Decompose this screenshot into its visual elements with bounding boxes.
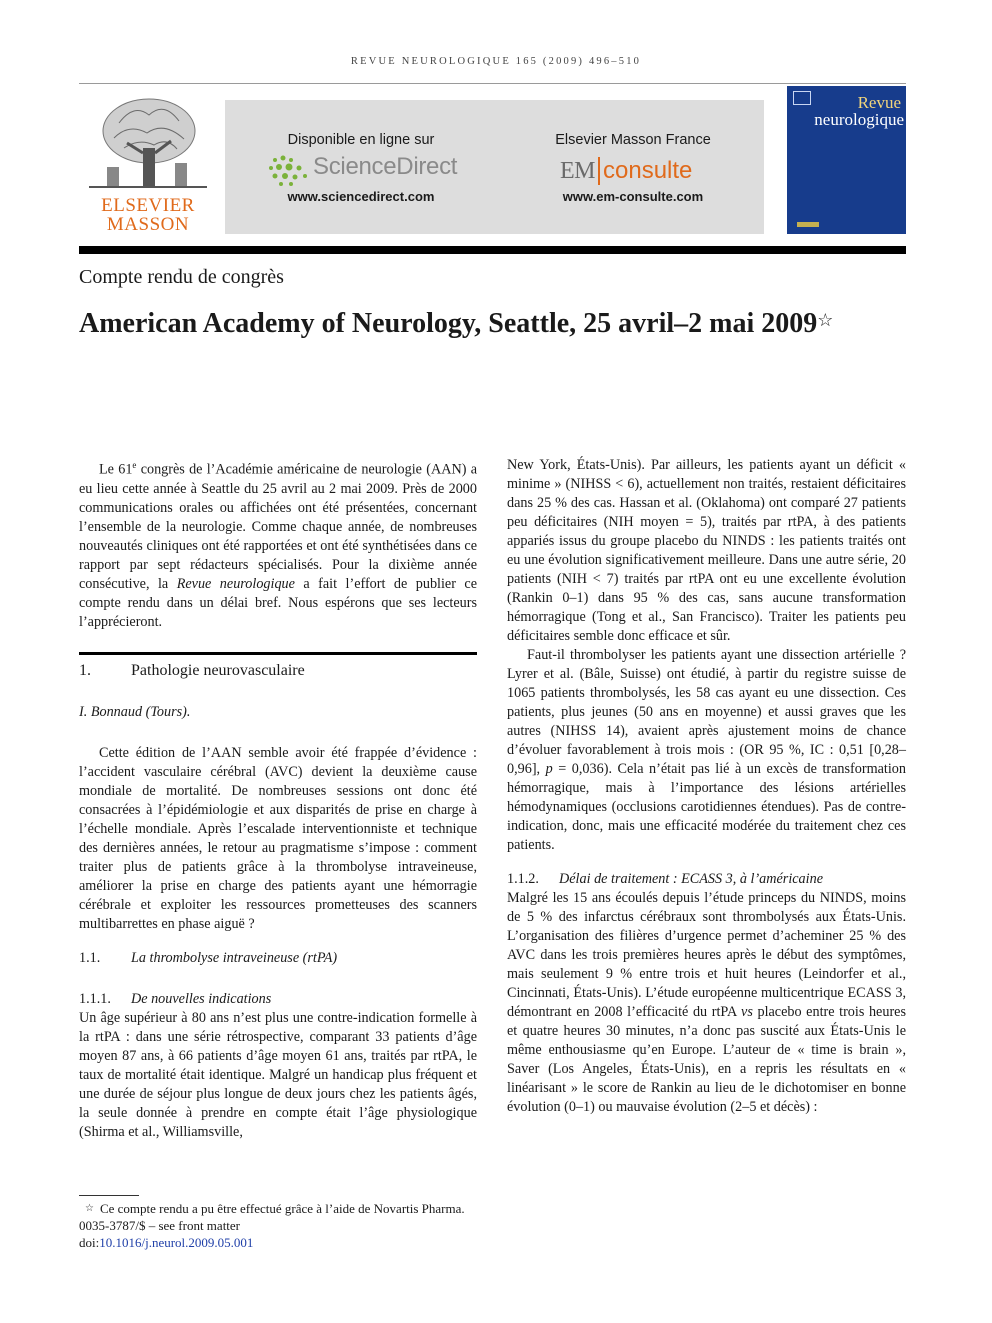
intro-text-a: Le 61	[99, 461, 133, 478]
title-block-rule	[79, 246, 906, 254]
funding-footnote	[79, 1200, 779, 1217]
issn-line: 0035-3787/$ – see front matter	[79, 1218, 241, 1233]
intro-sup: e	[132, 460, 137, 470]
right-column	[507, 456, 906, 1117]
vs-word: vs	[741, 1004, 753, 1020]
elsevier-tree-icon	[79, 93, 217, 193]
article-title	[79, 306, 879, 342]
section-number: 1.	[79, 661, 91, 679]
footnote-rule	[79, 1195, 139, 1196]
sciencedirect-url[interactable]: www.sciencedirect.com	[287, 189, 435, 204]
cover-title-revue: Revue	[857, 93, 901, 112]
online-availability-banner	[225, 100, 764, 234]
footnote-text: Ce compte rendu a pu être effectué grâce à l’aide de Novartis Pharma.	[99, 1201, 465, 1216]
available-online-label: Disponible en ligne sur	[287, 132, 435, 148]
em-logo-consulte: consulte	[603, 157, 693, 184]
cover-title-neurologique: neurologique	[814, 110, 904, 129]
masson-word: MASSON	[106, 214, 190, 235]
cover-ornament	[797, 222, 819, 227]
em-logo-em: EM	[560, 157, 595, 184]
subsection-number: 1.1.	[79, 949, 101, 966]
em-logo-divider	[598, 157, 600, 185]
article-title-text: American Academy of Neurology, Seattle, 25 avril–2 mai 2009	[79, 308, 818, 339]
article-type: Compte rendu de congrès	[79, 266, 284, 288]
footnote-mark: ☆	[85, 1203, 94, 1214]
intro-paragraph	[79, 456, 477, 632]
doi-link[interactable]: 10.1016/j.neurol.2009.05.001	[99, 1235, 254, 1250]
section-title: Pathologie neurovasculaire	[131, 661, 305, 679]
intro-text-b: congrès de l’Académie américaine de neurologie (AAN) a eu lieu cette année à Seattle du 25 avril au 2 mai 2009. Près de 2000 communications orales ou affichées ont été présentées, concernant l’ensemble de la neurologie. Comme chaque année, de nombreuses nouveautés cliniques ont été rapportées et ont été synthétisées dans ce rapport par sept rédacteurs spécialisés. Pour la dixième année consécutive, la	[79, 461, 477, 592]
subsection-title: La thrombolyse intraveineuse (rtPA)	[131, 949, 338, 966]
subsubsection-title: Délai de traitement : ECASS 3, à l’américaine	[559, 871, 823, 887]
sciencedirect-wordmark: ScienceDirect	[313, 153, 458, 180]
section-1-1-1-paragraph-part2: New York, États-Unis). Par ailleurs, les patients ayant un déficit « minime » (NIHSS < 6), actuellement non traités, restaient déficitaires dans 25 % des cas. Hassan et al. (Oklahoma) ont comparé 27 patients peu déficitaires (NIH moyen = 5), traités par rtPA, à des patients appariés issus du groupe placebo du NINDS : les patients traités ont eu une évolution significativement meilleure. Dans une autre série, 20 patients (NIH < 7) traités par rtPA ont eu une excellente évolution (Rankin 0–1) dans 95 % des cas, sans aucune transformation hémorragique (Tong et al., San Francisco). Traiter les patients peu déficitaires semble donc efficace et sûr.	[507, 457, 906, 644]
left-column	[79, 456, 477, 1142]
journal-cover-thumbnail	[787, 86, 906, 234]
subsubsection-number: 1.1.2.	[507, 871, 539, 887]
ecass-paragraph	[507, 889, 906, 1117]
section-rule	[79, 652, 477, 655]
section-1-1-2-heading	[507, 870, 906, 889]
section-1-1-1-paragraph-part1: Un âge supérieur à 80 ans n’est plus une contre-indication formelle à la rtPA : dans une série rétrospective, comparant 33 patients d’âge moyen 87 ans, à 66 patients d’âge moyen 61 ans, traités par rtPA, le taux de mortalité était identique. Malgré un handicap plus fréquent et une durée de séjour plus longue de deux jours chez les patients âgés, la seule donnée à prendre en compte était l’âge physiologique (Shirma et al., Williamsville,	[79, 1009, 477, 1140]
section-1-paragraph: Cette édition de l’AAN semble avoir été frappée d’évidence : l’accident vasculaire cérébral (AVC) devient la deuxième cause mondiale de mortalité. De nombreuses sessions ont donc été consacrées à l’épidémiologie et aux disparités de prise en charge à l’échelle mondiale. Après l’escalade interventionniste et technique des dernières années, le retour au pragmatisme s’impose : comment traiter plus de patients grâce à la thrombolyse intraveineuse, améliorer la prise en charge des patients ayant une hémorragie cérébrale et exploiter les ressources prometteuses des scanners multibarrettes en phase aiguë ?	[79, 744, 477, 932]
running-head: REVUE NEUROLOGIQUE 165 (2009) 496–510	[350, 56, 642, 67]
dissection-text-b: = 0,036). Cela n’était pas lié à un excès de transformation hémorragique, mais à l’importance des lésions artérielles hémodynamiques (occlusions carotidiennes étendues). Pas de contre-indication, donc, mais une efficacité modérée du traitement chez ces patients.	[507, 761, 906, 853]
elsevier-masson-wordmark	[79, 196, 217, 234]
section-1-1-heading	[79, 949, 477, 968]
header-rule	[79, 83, 906, 84]
footnote-block	[79, 1200, 779, 1251]
elsevier-word: ELSEVIER	[101, 195, 195, 216]
intro-journal-name: Revue neurologique	[176, 575, 295, 592]
dissection-paragraph	[507, 646, 906, 855]
subsubsection-title: De nouvelles indications	[131, 990, 272, 1007]
ecass-text-a: Malgré les 15 ans écoulés depuis l’étude princeps du NINDS, moins de 5 % des infarctus cérébraux sont thrombolysés aux États-Unis. L’organisation des filières d’urgence permet d’acheminer 25 % des AVC dans les trois premières heures après le début des symptômes, mais seulement 9 % entre trois et huit heures (Leindorfer et al., Cincinnati, États-Unis). L’étude européenne multicentrique ECASS 3, démontrant en 2008 l’efficacité du rtPA	[507, 890, 906, 1020]
intro-text-c: a fait l’effort de publier ce compte rendu dans un délai bref. Nous espérons que ses lecteurs l’apprécieront.	[79, 575, 477, 630]
sciencedirect-dots-icon	[265, 152, 313, 188]
dissection-text-a: Faut-il thrombolyser les patients ayant une dissection artérielle ? Lyrer et al. (Bâle, Suisse) ont étudié, à partir du registre suisse de 1065 patients thrombolysés, les 58 cas ayant eu une dissection. Ces patients, plus jeunes (50 ans en moyenne) et aussi graves que les autres (NIHSS 14), avaient après ajustement moins de chance d’évoluer favorablement à trois mois : (OR 95 %, IC : 0,51 [0,28–0,96],	[507, 647, 906, 777]
doi-label: doi:	[79, 1235, 100, 1250]
p-value-symbol: p	[545, 761, 553, 777]
section-1-heading	[79, 661, 477, 681]
title-footnote-mark[interactable]: ☆	[817, 310, 834, 330]
ecass-text-b: placebo entre trois heures et quatre heures 30 minutes, n’a donc pas suscité aux États-Unis le même enthousiasme qu’en Europe. L’auteur de « time is brain », Saver (Los Angeles, États-Unis), en a repris les résultats en « linéarisant » le score de Rankin au lieu de le dichotomiser en bonne évolution (0–1) ou mauvaise évolution (2–5 et décès) :	[507, 1004, 906, 1115]
em-consulte-url[interactable]: www.em-consulte.com	[562, 189, 704, 204]
section-1-1-1-heading	[79, 990, 477, 1009]
em-consulte-logo	[560, 155, 692, 187]
elsevier-masson-france-label: Elsevier Masson France	[555, 132, 711, 148]
subsubsection-number: 1.1.1.	[79, 990, 111, 1007]
section-author: I. Bonnaud (Tours).	[79, 703, 191, 720]
doi-line	[79, 1234, 779, 1251]
